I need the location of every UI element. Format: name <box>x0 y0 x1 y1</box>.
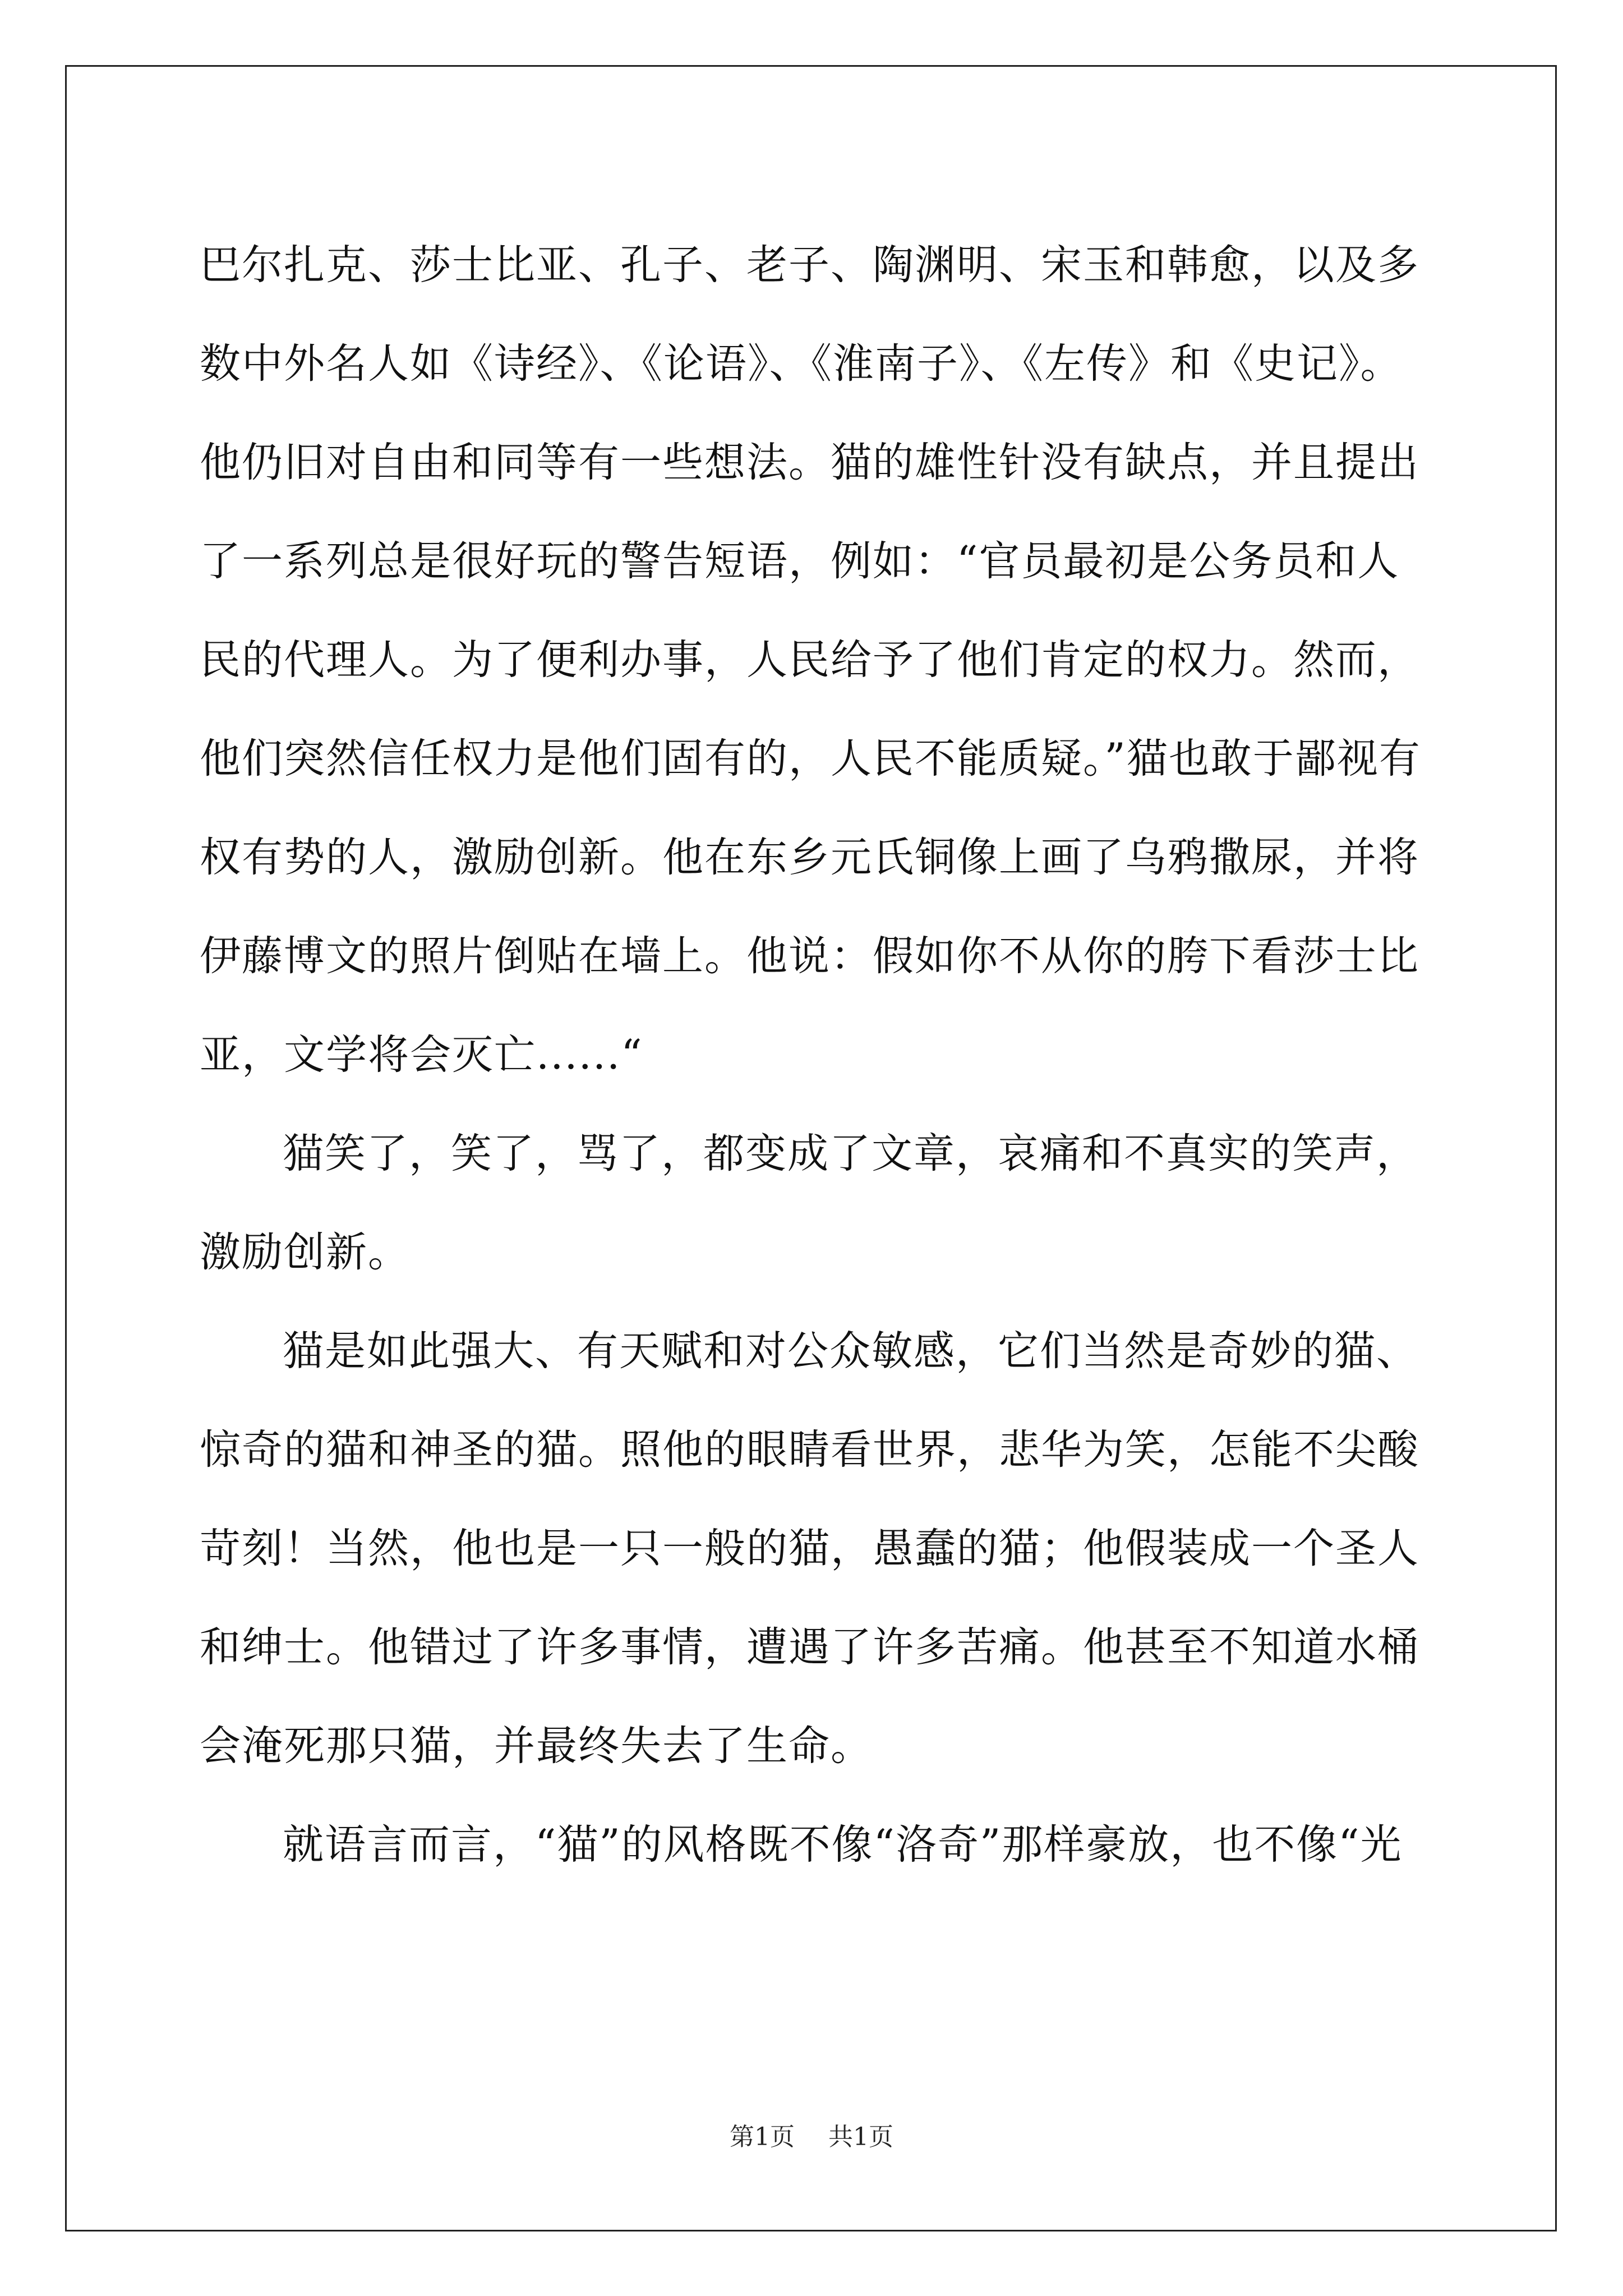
paragraph-3: 猫是如此强大、有天赋和对公众敏感，它们当然是奇妙的猫、惊奇的猫和神圣的猫。照他的眼睛看世界，悲华为笑，怎能不尖酸苛刻！当然，他也是一只一般的猫，愚蠢的猫；他假装成一个圣人和绅士。他错过了许多事情，遭遇了许多苦痛。他甚至不知道水桶会淹死那只猫，并最终失去了生命。 <box>200 1327 1419 1770</box>
document-body <box>200 216 1428 1894</box>
paragraph-2: 猫笑了，笑了，骂了，都变成了文章，哀痛和不真实的笑声，激励创新。 <box>200 1130 1418 1276</box>
page-number-current: 第1页 <box>730 2123 795 2151</box>
page-number-total: 共1页 <box>828 2123 893 2151</box>
paragraph-1: 巴尔扎克、莎士比亚、孔子、老子、陶渊明、宋玉和韩愈，以及多数中外名人如《诗经》、《论语》、《淮南子》、《左传》和《史记》。他仍旧对自由和同等有一些想法。猫的雄性针没有缺点，并且提出了一系列总是很好玩的警告短语，例如：“官员最初是公务员和人民的代理人。为了便利办事，人民给予了他们肯定的权力。然而，他们突然信任权力是他们固有的，人民不能质疑。”猫也敢于鄙视有权有势的人，激励创新。他在东乡元氏铜像上画了乌鸦撒尿，并将伊藤博文的照片倒贴在墙上。他说：假如你不从你的胯下看莎士比亚，文学将会灭亡......“ <box>200 241 1421 1079</box>
page-footer <box>0 2116 1623 2152</box>
paragraph-4: 就语言而言，“猫”的风格既不像“洛奇”那样豪放，也不像“光 <box>283 1821 1403 1869</box>
